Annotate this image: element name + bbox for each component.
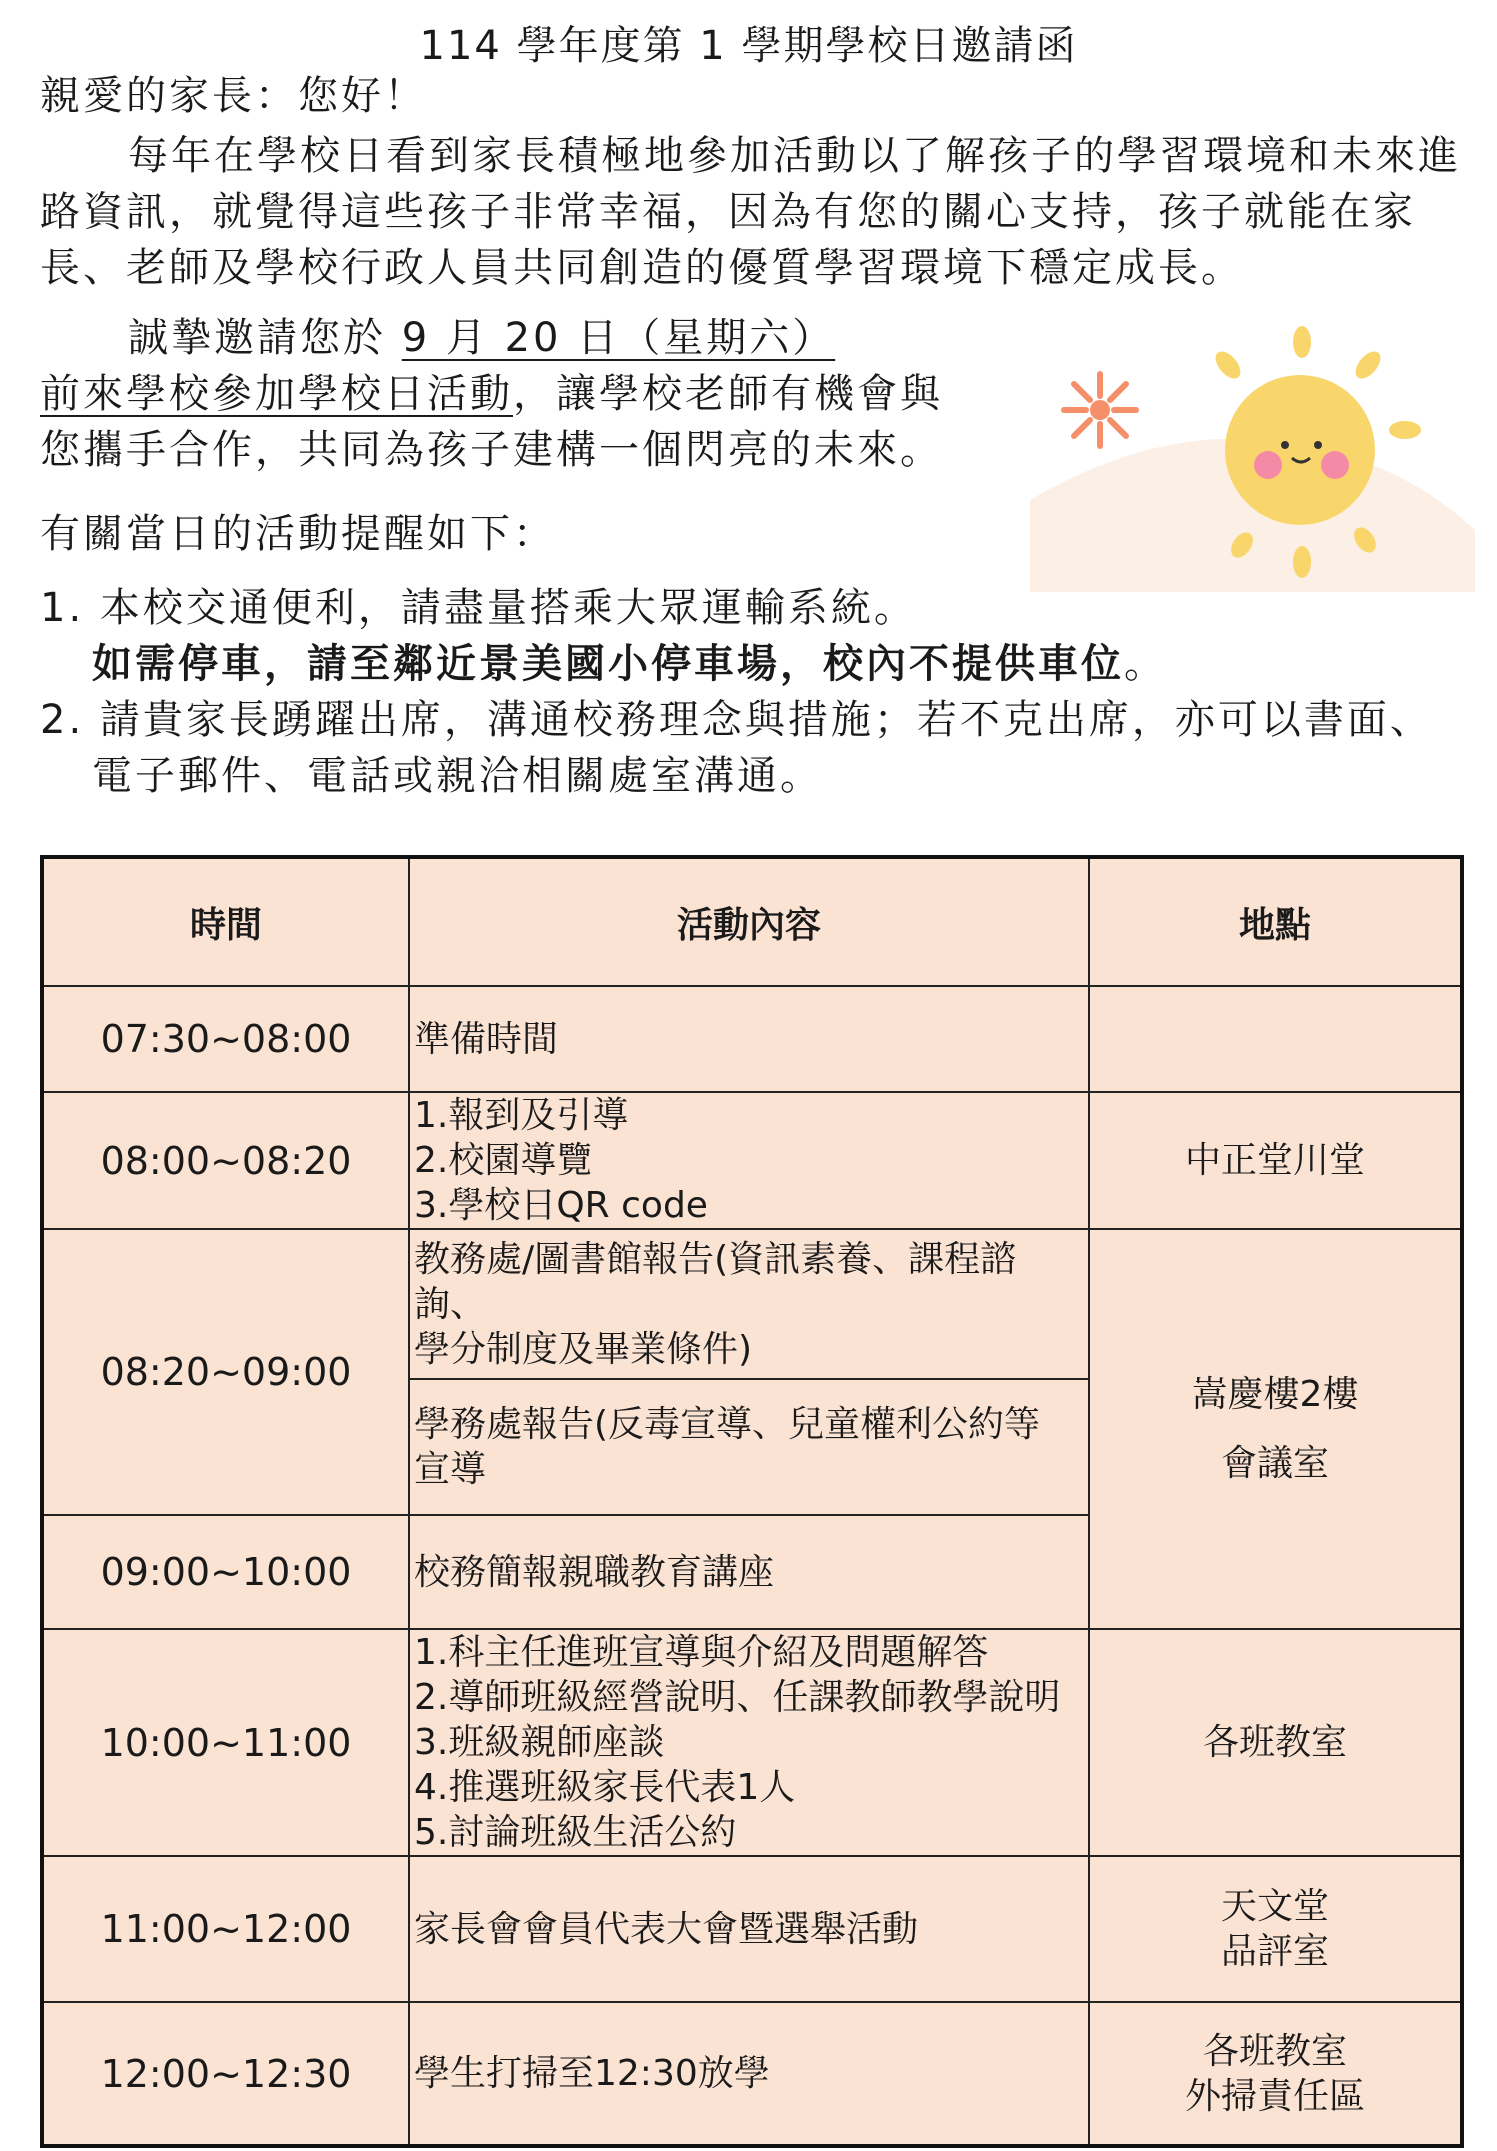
table-row <box>42 1229 1462 1379</box>
table-row <box>42 1856 1462 2002</box>
note-1-tail: 。 <box>1124 641 1167 687</box>
note-2a: 2. 請貴家長踴躍出席，溝通校務理念與措施；若不克出席，亦可以書面、 <box>40 697 1433 743</box>
activity-line: 2.校園導覽 <box>414 1140 593 1181</box>
invitation-prefix: 誠摯邀請您於 <box>128 315 386 361</box>
page-title: 114 學年度第 1 學期學校日邀請函 <box>419 23 1078 69</box>
activity-line: 1.科主任進班宣導與介紹及問題解答 <box>414 1632 989 1673</box>
activity-line: 準備時間 <box>414 1018 559 1060</box>
activity-cell <box>409 1092 1089 1229</box>
activity-line: 1.報到及引導 <box>414 1095 629 1136</box>
activity-cell <box>409 1379 1089 1515</box>
location-cell: 各班教室 <box>1089 1629 1462 1856</box>
greeting: 親愛的家長：您好！ <box>40 73 427 119</box>
header-location: 地點 <box>1089 857 1462 986</box>
activity-line: 校務簡報親職教育講座 <box>414 1551 775 1593</box>
table-row <box>42 1629 1462 1856</box>
activity-line: 教務處/圖書館報告(資訊素養、課程諮詢、 <box>414 1238 1017 1325</box>
notes-list <box>40 580 1480 804</box>
activity-cell <box>409 1229 1089 1379</box>
header-time: 時間 <box>42 857 409 986</box>
location-cell <box>1089 1856 1462 2002</box>
time-cell: 12:00~12:30 <box>42 2002 409 2146</box>
table-header-row <box>42 857 1462 986</box>
activity-line: 3.班級親師座談 <box>414 1722 665 1763</box>
time-cell: 08:20~09:00 <box>42 1229 409 1515</box>
reminders-title: 有關當日的活動提醒如下： <box>40 511 556 557</box>
location-line: 會議室 <box>1220 1443 1329 1484</box>
schedule-table <box>40 855 1464 2148</box>
sun-illustration <box>1030 320 1475 592</box>
time-cell: 07:30~08:00 <box>42 986 409 1092</box>
activity-line: 2.導師班級經營說明、任課教師教學說明 <box>414 1677 1061 1718</box>
activity-line: 學生打掃至12:30放學 <box>414 2053 770 2094</box>
invitation-rest2: 您攜手合作，共同為孩子建構一個閃亮的未來。 <box>40 427 943 473</box>
location-line: 外掃責任區 <box>1184 2075 1365 2117</box>
activity-cell <box>409 1629 1089 1856</box>
activity-line: 家長會會員代表大會暨選舉活動 <box>414 1908 919 1950</box>
invitation-action: 前來學校參加學校日活動 <box>40 371 513 417</box>
activity-cell <box>409 986 1089 1092</box>
table-row <box>42 986 1462 1092</box>
time-cell: 09:00~10:00 <box>42 1515 409 1629</box>
table-row <box>42 1092 1462 1229</box>
invitation-rest1: ，讓學校老師有機會與 <box>513 371 943 417</box>
activity-line: 學務處報告(反毒宣導、兒童權利公約等 <box>414 1404 1041 1445</box>
location-cell <box>1089 1229 1462 1629</box>
location-cell <box>1089 2002 1462 2146</box>
time-cell: 08:00~08:20 <box>42 1092 409 1229</box>
location-line: 嵩慶樓2樓 <box>1191 1374 1359 1415</box>
intro-paragraph: 每年在學校日看到家長積極地參加活動以了解孩子的學習環境和未來進路資訊，就覺得這些孩子非常幸福，因為有您的關心支持，孩子就能在家長、老師及學校行政人員共同創造的優質學習環境下穩定成長。 <box>40 133 1461 291</box>
location-line: 品評室 <box>1220 1931 1329 1972</box>
flower-icon <box>1064 374 1136 446</box>
activity-line: 4.推選班級家長代表1人 <box>414 1767 796 1808</box>
activity-cell <box>409 1856 1089 2002</box>
activity-line: 5.討論班級生活公約 <box>414 1812 737 1853</box>
invitation-paragraph <box>40 310 1020 478</box>
invitation-date: 9 月 20 日（星期六） <box>401 315 836 361</box>
activity-line: 宣導 <box>414 1449 487 1490</box>
note-2b: 電子郵件、電話或親洽相關處室溝通。 <box>92 753 823 799</box>
note-1-parking <box>40 636 1480 692</box>
time-cell: 11:00~12:00 <box>42 1856 409 2002</box>
header-content: 活動內容 <box>409 857 1089 986</box>
location-cell <box>1089 986 1462 1092</box>
activity-line: 3.學校日QR code <box>414 1185 708 1226</box>
time-cell: 10:00~11:00 <box>42 1629 409 1856</box>
location-line: 天文堂 <box>1220 1886 1329 1927</box>
note-1-bold: 如需停車，請至鄰近景美國小停車場，校內不提供車位 <box>92 641 1124 687</box>
table-row <box>42 2002 1462 2146</box>
location-cell: 中正堂川堂 <box>1089 1092 1462 1229</box>
note-1: 1. 本校交通便利，請盡量搭乘大眾運輸系統。 <box>40 585 917 631</box>
location-line: 各班教室 <box>1202 2030 1347 2072</box>
activity-line: 學分制度及畢業條件) <box>414 1328 753 1370</box>
activity-cell <box>409 2002 1089 2146</box>
activity-cell <box>409 1515 1089 1629</box>
